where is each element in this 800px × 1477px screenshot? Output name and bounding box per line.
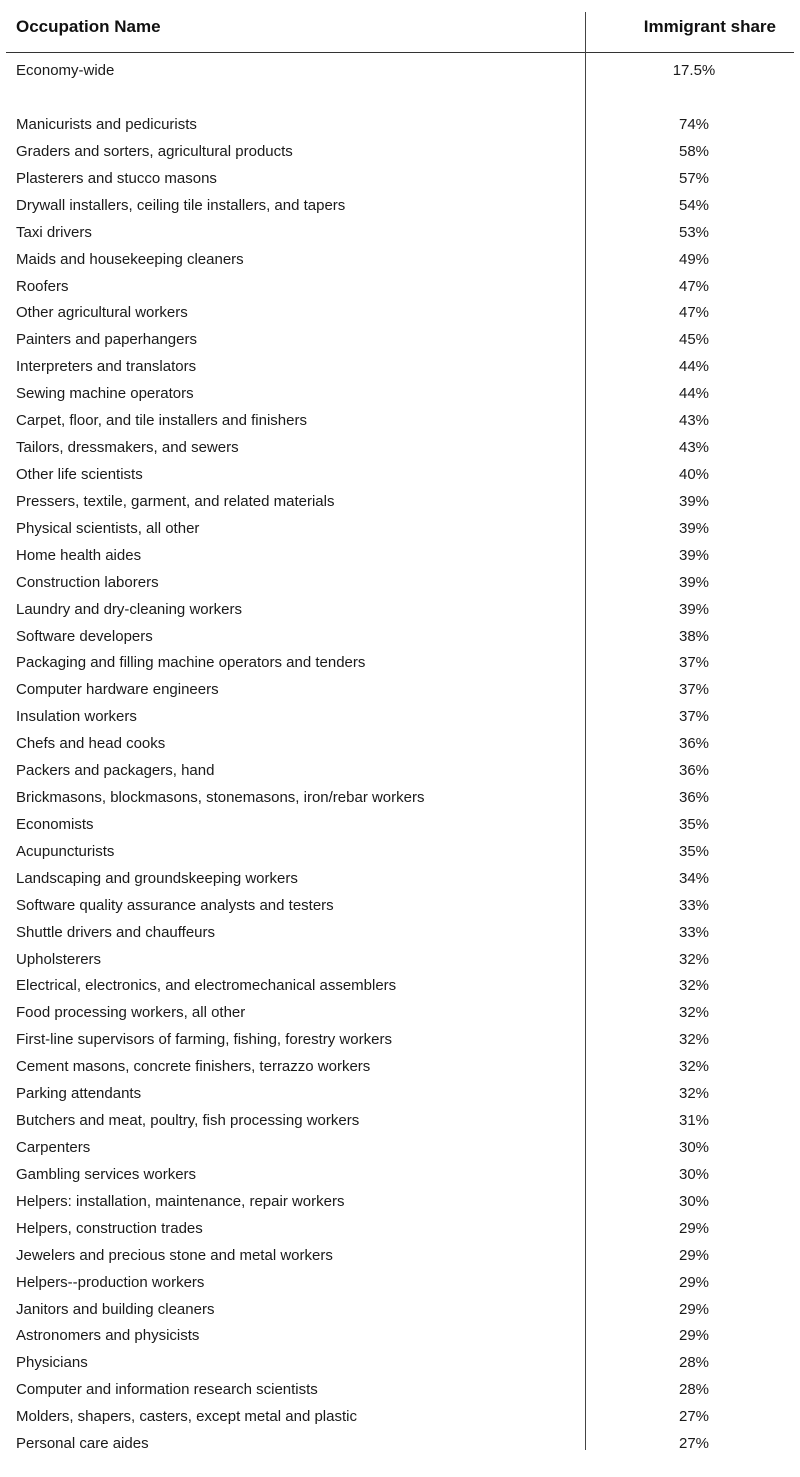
table-row (0, 246, 800, 273)
occupation-name-cell: Roofers (16, 277, 69, 295)
immigrant-share-cell: 31% (678, 1112, 710, 1129)
occupation-name-cell: Helpers: installation, maintenance, repair workers (16, 1192, 345, 1210)
occupation-name-cell: Other life scientists (16, 466, 143, 483)
occupation-name-cell: First-line supervisors of farming, fishing, forestry workers (16, 1031, 392, 1049)
immigrant-share-cell: 58% (678, 142, 710, 160)
immigrant-share-cell: 39% (678, 573, 710, 591)
occupation-name-cell: Parking attendants (16, 1085, 142, 1103)
table-row (0, 623, 800, 650)
table-row (0, 676, 800, 703)
immigrant-share-cell: 40% (678, 466, 710, 483)
table-row (0, 326, 800, 353)
table-row (0, 838, 800, 865)
table-row (0, 972, 800, 999)
summary-name: Economy-wide (16, 62, 115, 79)
occupation-name-cell: Economists (16, 815, 94, 833)
table-row (0, 111, 800, 138)
table-row (0, 1296, 800, 1323)
immigrant-share-cell: 44% (678, 385, 710, 403)
table-row (0, 865, 800, 892)
table-row (0, 1134, 800, 1161)
occupation-name-cell: Helpers, construction trades (16, 1219, 203, 1237)
occupation-name-cell: Chefs and head cooks (16, 735, 166, 753)
table-row (0, 542, 800, 569)
table-row (0, 1430, 800, 1457)
table-row (0, 596, 800, 623)
occupation-name-cell: Computer and information research scientists (16, 1381, 318, 1399)
occupation-name-cell: Pressers, textile, garment, and related materials (16, 492, 335, 510)
immigrant-share-cell: 32% (678, 1031, 710, 1049)
table-row (0, 1053, 800, 1080)
table-row (0, 784, 800, 811)
table-row (0, 407, 800, 434)
immigrant-share-cell: 29% (678, 1246, 710, 1264)
immigrant-share-cell: 35% (678, 842, 710, 860)
immigrant-share-cell: 28% (678, 1381, 710, 1399)
immigrant-share-cell: 53% (678, 223, 710, 241)
occupation-name-cell: Acupuncturists (16, 842, 115, 860)
occupation-name-cell: Software developers (16, 627, 153, 645)
immigrant-share-cell: 54% (678, 196, 710, 214)
occupation-name-cell: Sewing machine operators (16, 385, 194, 403)
occupation-name-cell: Helpers--production workers (16, 1273, 205, 1291)
table-row (0, 1242, 800, 1269)
occupation-name-cell: Gambling services workers (16, 1165, 197, 1183)
occupation-name-cell: Graders and sorters, agricultural products (16, 142, 293, 160)
occupation-name-cell: Shuttle drivers and chauffeurs (16, 923, 216, 941)
table-row (0, 946, 800, 973)
occupation-name-cell: Physical scientists, all other (16, 519, 200, 537)
immigrant-share-cell: 29% (678, 1327, 710, 1345)
table-row (0, 219, 800, 246)
table-row (0, 1403, 800, 1430)
immigrant-share-cell: 28% (678, 1354, 710, 1372)
table-row (0, 299, 800, 326)
immigrant-share-cell: 36% (678, 789, 710, 806)
occupation-name-cell: Jewelers and precious stone and metal workers (16, 1246, 333, 1264)
occupation-name-cell: Physicians (16, 1354, 88, 1372)
table-row (0, 811, 800, 838)
occupation-name-cell: Tailors, dressmakers, and sewers (16, 439, 239, 456)
occupation-name-cell: Molders, shapers, casters, except metal and plastic (16, 1408, 357, 1426)
occupation-name-cell: Carpenters (16, 1139, 91, 1156)
occupation-name-cell: Brickmasons, blockmasons, stonemasons, iron/rebar workers (16, 789, 425, 806)
table-row (0, 1349, 800, 1376)
table-row (0, 1376, 800, 1403)
table-row (0, 434, 800, 461)
occupation-name-cell: Taxi drivers (16, 223, 92, 241)
occupation-name-cell: Interpreters and translators (16, 358, 197, 376)
table-row (0, 757, 800, 784)
immigrant-share-cell: 30% (678, 1165, 710, 1183)
occupation-name-cell: Carpet, floor, and tile installers and finishers (16, 412, 307, 430)
occupation-name-cell: Manicurists and pedicurists (16, 116, 197, 133)
table-row (0, 165, 800, 192)
immigrant-share-cell: 30% (678, 1139, 710, 1156)
immigrant-share-cell: 47% (678, 304, 710, 322)
occupation-name-cell: Home health aides (16, 546, 142, 564)
occupation-name-cell: Electrical, electronics, and electromechanical assemblers (16, 977, 397, 995)
immigrant-share-cell: 44% (678, 358, 710, 376)
immigrant-share-cell: 57% (678, 169, 710, 187)
immigrant-share-cell: 32% (678, 1058, 710, 1076)
occupation-name-cell: Landscaping and groundskeeping workers (16, 869, 298, 887)
immigrant-share-cell: 36% (678, 762, 710, 780)
immigrant-share-cell: 32% (678, 977, 710, 995)
immigrant-share-cell: 32% (678, 1085, 710, 1103)
immigrant-share-cell: 29% (678, 1300, 710, 1318)
occupation-name-cell: Software quality assurance analysts and testers (16, 896, 334, 914)
table-row (0, 1107, 800, 1134)
immigrant-share-cell: 43% (678, 439, 710, 456)
table-row (0, 1026, 800, 1053)
table-row (0, 461, 800, 488)
table-row (0, 569, 800, 596)
summary-row (0, 57, 800, 84)
table-row (0, 192, 800, 219)
table-row (0, 649, 800, 676)
table-row (0, 353, 800, 380)
occupation-name-cell: Upholsterers (16, 950, 102, 968)
table-row (0, 999, 800, 1026)
immigrant-share-cell: 39% (678, 492, 710, 510)
immigrant-share-cell: 47% (678, 277, 710, 295)
immigrant-share-cell: 32% (678, 950, 710, 968)
occupation-name-cell: Drywall installers, ceiling tile installers, and tapers (16, 196, 346, 214)
occupation-name-cell: Packers and packagers, hand (16, 762, 215, 780)
occupation-name-cell: Plasterers and stucco masons (16, 169, 217, 187)
occupation-name-cell: Other agricultural workers (16, 304, 188, 322)
table-row (0, 1269, 800, 1296)
occupation-name-cell: Janitors and building cleaners (16, 1300, 215, 1318)
table-row (0, 138, 800, 165)
table-row (0, 488, 800, 515)
immigrant-share-cell: 29% (678, 1273, 710, 1291)
immigrant-share-cell: 33% (678, 896, 710, 914)
table-row (0, 273, 800, 300)
occupation-name-cell: Food processing workers, all other (16, 1004, 246, 1022)
summary-share: 17.5% (672, 62, 716, 79)
table-row (0, 515, 800, 542)
table-row (0, 892, 800, 919)
immigrant-share-cell: 37% (678, 654, 710, 672)
column-header-immigrant-share: Immigrant share (643, 17, 776, 36)
immigrant-share-cell: 34% (678, 869, 710, 887)
immigrant-share-cell: 32% (678, 1004, 710, 1022)
occupation-name-cell: Maids and housekeeping cleaners (16, 250, 244, 268)
table-row (0, 919, 800, 946)
table-row (0, 1188, 800, 1215)
immigrant-share-cell: 33% (678, 923, 710, 941)
occupation-name-cell: Laundry and dry-cleaning workers (16, 600, 242, 618)
immigrant-share-cell: 29% (678, 1219, 710, 1237)
occupation-name-cell: Painters and paperhangers (16, 331, 197, 349)
column-header-occupation-name: Occupation Name (16, 17, 161, 36)
immigrant-share-cell: 39% (678, 519, 710, 537)
immigrant-share-cell: 45% (678, 331, 710, 349)
table-row (0, 703, 800, 730)
occupation-name-cell: Construction laborers (16, 573, 159, 591)
immigrant-share-cell: 37% (678, 681, 710, 699)
table-row (0, 730, 800, 757)
table-row (0, 380, 800, 407)
immigrant-share-cell: 74% (678, 116, 710, 133)
immigrant-share-cell: 39% (678, 600, 710, 618)
immigrant-share-cell: 49% (678, 250, 710, 268)
immigrant-share-cell: 37% (678, 708, 710, 726)
immigrant-share-cell: 35% (678, 815, 710, 833)
immigrant-share-cell: 38% (678, 627, 710, 645)
immigrant-share-cell: 27% (678, 1435, 710, 1453)
immigrant-share-cell: 30% (678, 1192, 710, 1210)
occupation-name-cell: Personal care aides (16, 1435, 149, 1453)
table-row (0, 1322, 800, 1349)
immigrant-share-cell: 27% (678, 1408, 710, 1426)
immigrant-share-cell: 39% (678, 546, 710, 564)
table-row (0, 1161, 800, 1188)
occupation-name-cell: Astronomers and physicists (16, 1327, 200, 1345)
occupation-name-cell: Butchers and meat, poultry, fish processing workers (16, 1112, 360, 1129)
table-header (6, 0, 794, 53)
immigrant-share-cell: 36% (678, 735, 710, 753)
occupation-name-cell: Computer hardware engineers (16, 681, 219, 699)
table-row (0, 1215, 800, 1242)
occupation-name-cell: Insulation workers (16, 708, 137, 726)
occupation-name-cell: Cement masons, concrete finishers, terrazzo workers (16, 1058, 371, 1076)
immigrant-share-cell: 43% (678, 412, 710, 430)
table-row (0, 1080, 800, 1107)
occupation-name-cell: Packaging and filling machine operators and tenders (16, 654, 366, 672)
